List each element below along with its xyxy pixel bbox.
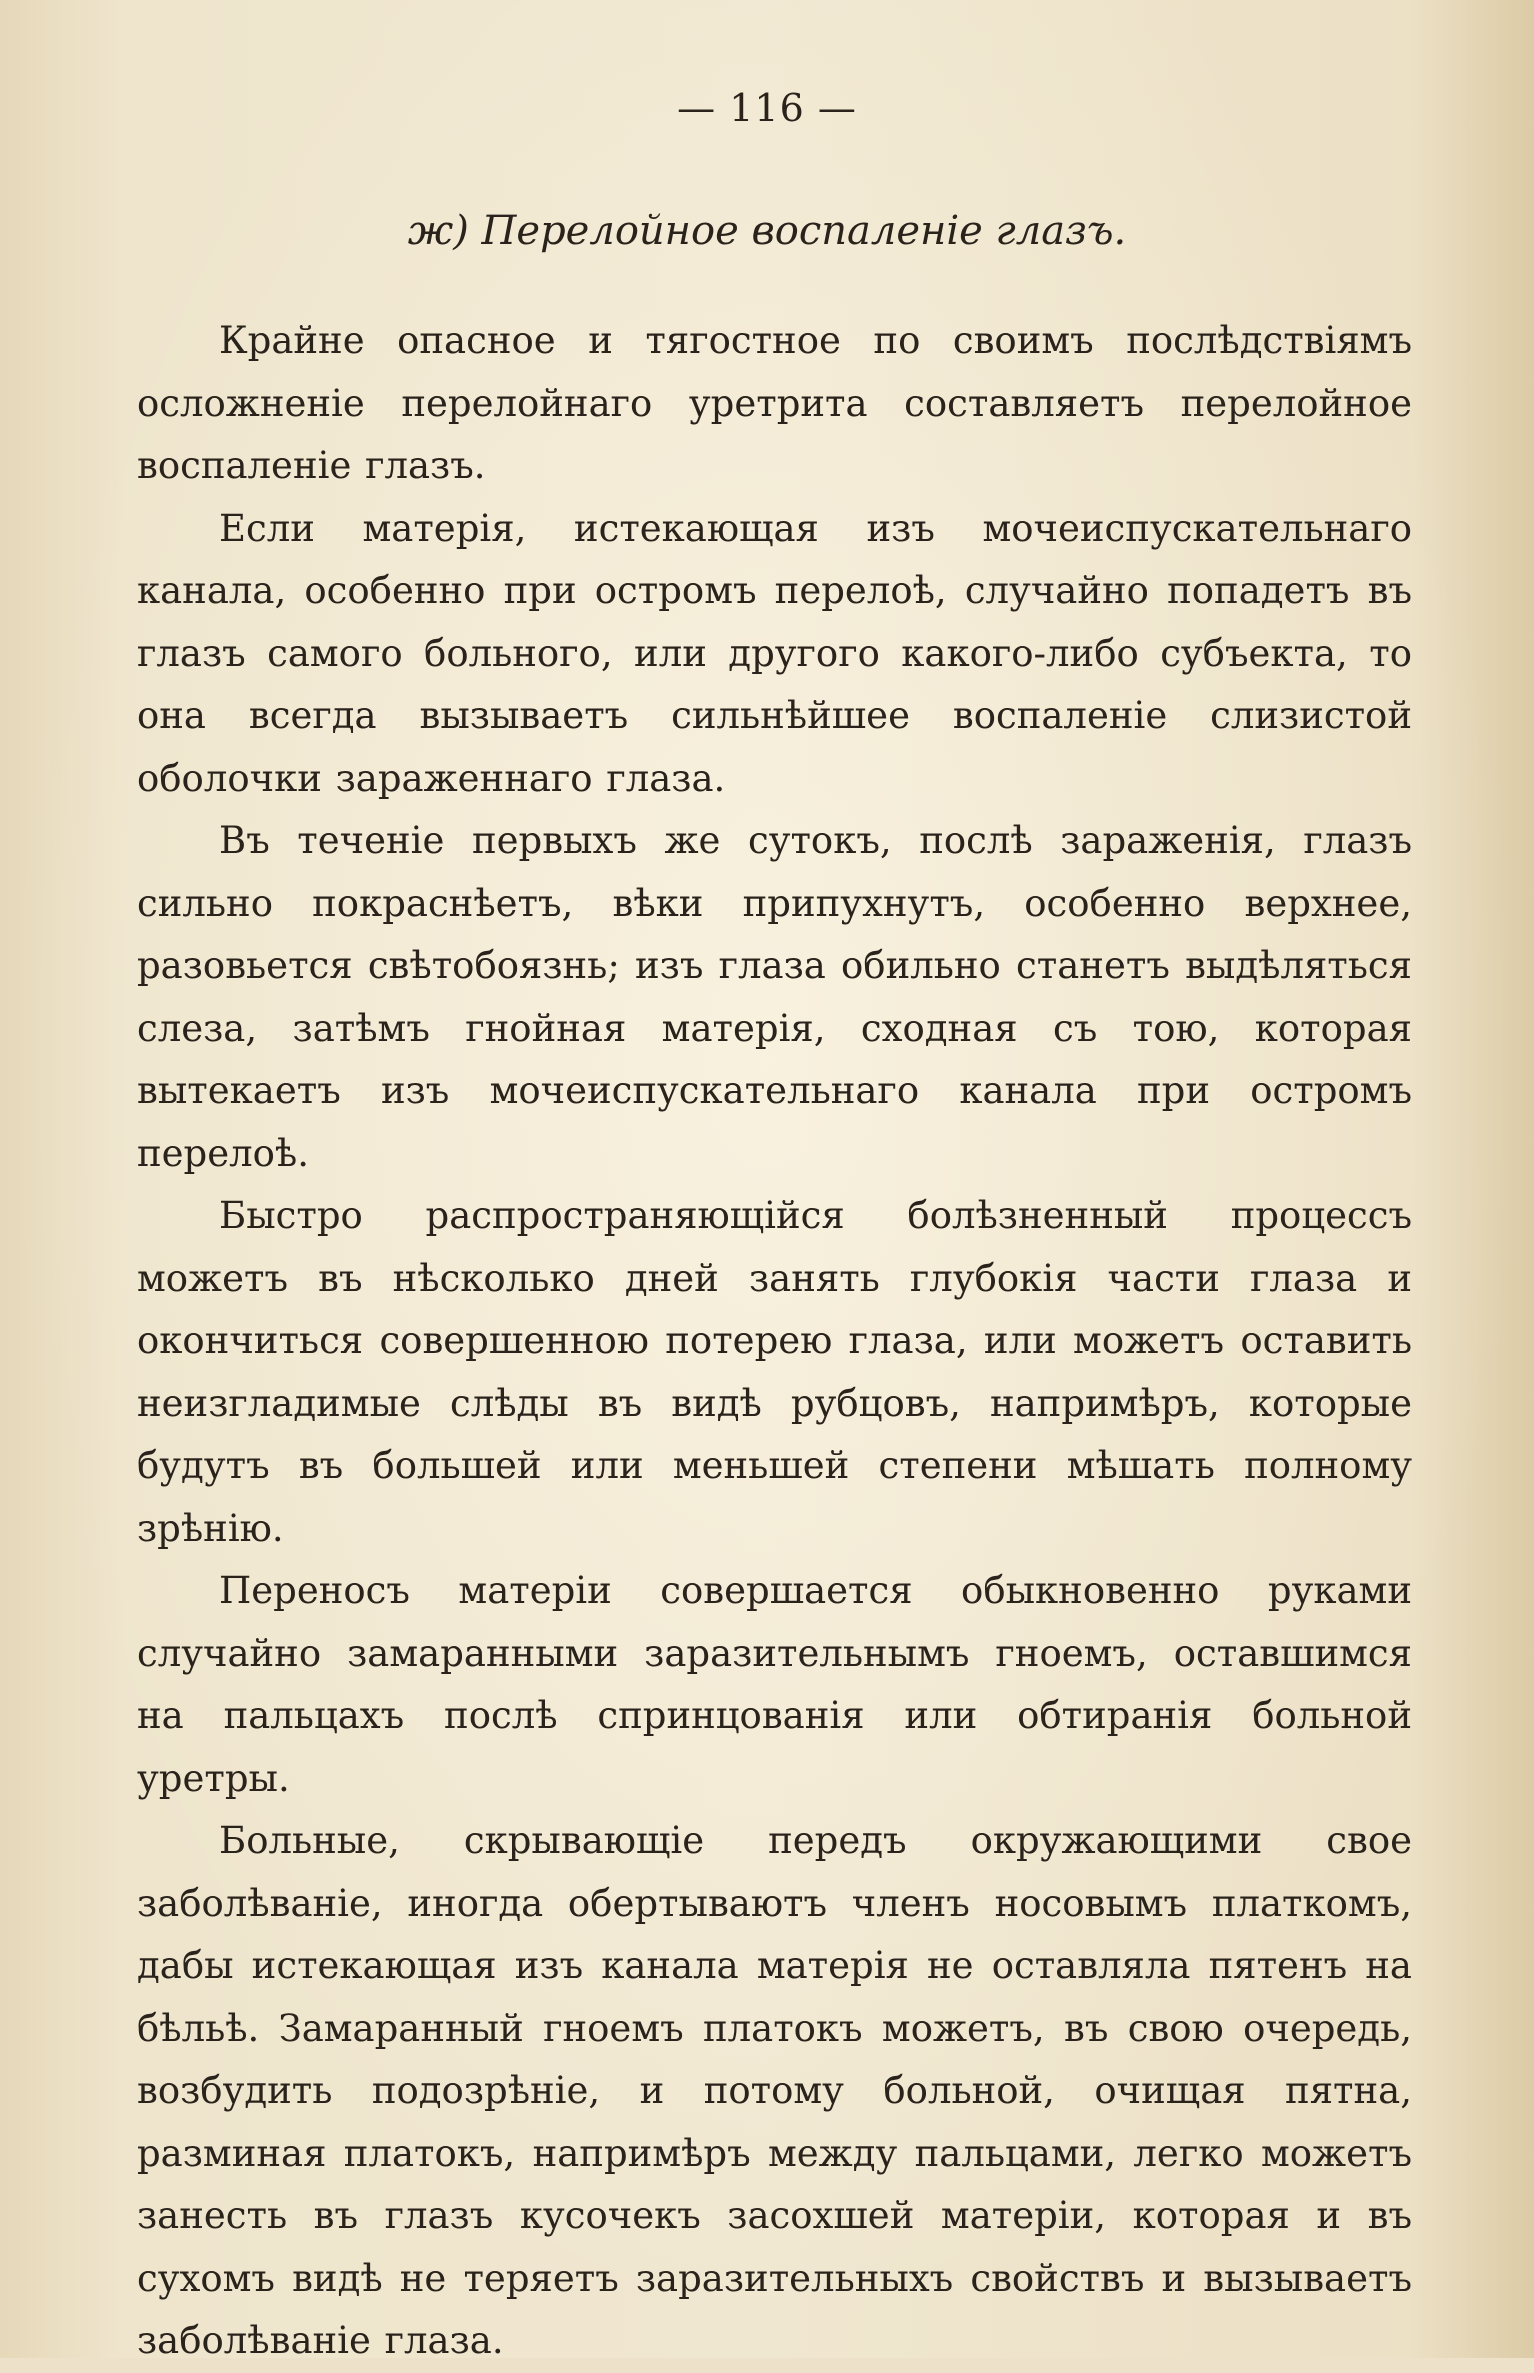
section-heading: ж) Перелойное воспаленіе глазъ. bbox=[407, 208, 1127, 254]
paragraph: Если матерія, истекающая изъ мочеиспускательнаго канала, особенно при остромъ перелоѣ, случайно попадетъ въ глазъ самого больного, или другого какого-либо субъекта, то она всегда вызываетъ сильнѣйшее воспаленіе слизистой оболочки зараженнаго глаза. bbox=[137, 506, 1412, 800]
page-number: — 116 — bbox=[677, 86, 857, 130]
body-text bbox=[137, 310, 1412, 2373]
paragraph: Больные, скрывающіе передъ окружающими свое заболѣваніе, иногда обертываютъ членъ носовымъ платкомъ, дабы истекающая изъ канала матерія не оставляла пятенъ на бѣльѣ. Замаранный гноемъ платокъ можетъ, въ свою очередь, возбудить подозрѣніе, и потому больной, очищая пятна, разминая платокъ, напримѣръ между пальцами, легко можетъ занесть въ глазъ кусочекъ засохшей матеріи, которая и въ сухомъ видѣ не теряетъ заразительныхъ свойствъ и вызываетъ заболѣваніе глаза. bbox=[137, 1819, 1412, 2362]
paragraph: Быстро распространяющійся болѣзненный процессъ можетъ въ нѣсколько дней занять глубокія части глаза и окончиться совершенною потерею глаза, или можетъ оставить неизгладимые слѣды въ видѣ рубцовъ, напримѣръ, которые будутъ въ большей или меньшей степени мѣшать полному зрѣнію. bbox=[137, 1194, 1412, 1550]
paragraph: Переносъ матеріи совершается обыкновенно руками случайно замаранными заразительнымъ гноемъ, оставшимся на пальцахъ послѣ спринцованія или обтиранія больной уретры. bbox=[137, 1569, 1412, 1800]
paragraph: Въ теченіе первыхъ же сутокъ, послѣ зараженія, глазъ сильно покраснѣетъ, вѣки припухнутъ, особенно верхнее, разовьется свѣтобоязнь; изъ глаза обильно станетъ выдѣляться слеза, затѣмъ гнойная матерія, сходная съ тою, которая вытекаетъ изъ мочеиспускательнаго канала при остромъ перелоѣ. bbox=[137, 819, 1412, 1175]
paragraph: Крайне опасное и тягостное по своимъ послѣдствіямъ осложненіе перелойнаго уретрита составляетъ перелойное воспаленіе глазъ. bbox=[137, 319, 1412, 487]
